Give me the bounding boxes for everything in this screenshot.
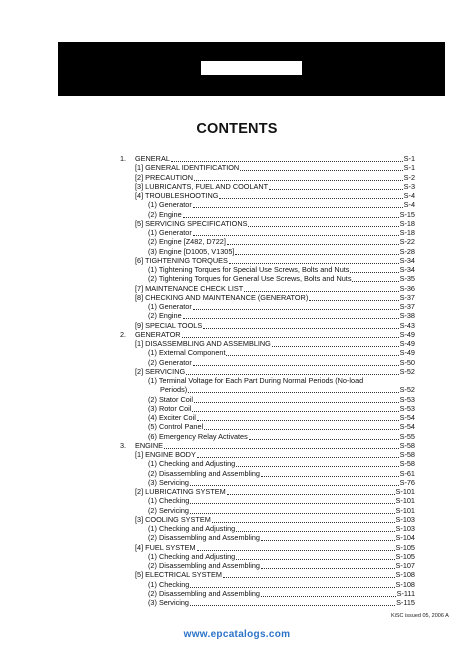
toc-entry-label: (1) Tightening Torques for Special Use Screws, Bolts and Nuts [148,265,350,274]
toc-entry-page: S-58 [399,459,415,469]
toc-entry-label: (2) Servicing [148,505,189,515]
toc-leader-dots [197,419,399,421]
toc-leader-dots [204,428,398,430]
header-band [58,42,445,96]
toc-leader-dots [197,549,395,551]
toc-entry-label: (1) Generator [148,200,192,210]
toc-entry-label: (2) Engine [148,311,182,321]
toc-entry-label: [1] GENERAL IDENTIFICATION [135,163,240,173]
toc-leader-dots [188,391,398,393]
toc-leader-dots [193,234,399,236]
toc-leader-dots [269,188,403,190]
toc-entry-page: S-18 [399,218,415,228]
toc-leader-dots [248,225,398,227]
toc-entry-label: (1) Checking [148,496,190,506]
toc-entry-label: (2) Disassembling and Assembling [148,533,260,543]
toc-leader-dots [203,327,398,329]
toc-leader-dots [244,290,398,292]
toc-entry-label: Periods) [160,385,188,395]
toc-entry-page: S-103 [395,514,415,524]
toc-leader-dots [249,438,399,440]
toc-leader-dots [219,197,402,199]
toc-leader-dots [197,456,399,458]
toc-entry-page: S-105 [395,542,415,552]
toc-entry-page: S-104 [395,533,415,543]
watermark-link[interactable]: www.epcatalogs.com [183,629,291,640]
toc-entry-label: (1) Checking and Adjusting [148,524,236,533]
toc-leader-dots [193,308,399,310]
toc-entry-label: (2) Disassembling and Assembling [148,561,260,570]
toc-entry-page: S-4 [403,191,415,200]
toc-entry-page: S-54 [399,422,415,432]
toc-entry-label: [1] ENGINE BODY [135,450,196,459]
toc-entry-label: (1) Generator [148,228,192,237]
toc-entry-label: (2) Tightening Torques for General Use Screws, Bolts and Nuts [148,274,352,284]
toc-entry-label: (3) Rotor Coil [148,403,192,413]
toc-entry-label: (1) Checking [148,579,190,589]
toc-leader-dots [236,465,398,467]
toc-entry-label: [6] TIGHTENING TORQUES [135,255,228,265]
toc-entry-page: S-101 [395,487,415,496]
toc-entry-label: [9] SPECIAL TOOLS [135,320,203,330]
toc-entry-page: S-15 [399,209,415,219]
toc-leader-dots [261,567,395,569]
toc-entry-label: (1) Generator [148,302,192,311]
toc-entry-label: [2] PRECAUTION [135,172,193,182]
toc-entry-page: S-1 [403,163,415,173]
issue-note: KiSC issued 05, 2006 A [391,613,449,619]
toc-leader-dots [350,271,398,273]
toc-leader-dots [236,530,394,532]
toc-leader-dots [171,160,403,162]
header-label-box [201,61,302,75]
toc-leader-dots [183,216,399,218]
toc-leader-dots [223,576,395,578]
toc-entry-label: (6) Emergency Relay Activates [148,431,248,441]
toc-entry-page: S-2 [403,172,415,182]
toc-entry-label: (2) Engine [Z482, D722] [148,237,226,247]
toc-entry-page: S-61 [399,468,415,478]
toc-entry-page: S-115 [396,598,415,607]
toc-section-number: 1. [120,154,127,163]
toc-entry-page: S-37 [399,292,415,302]
toc-entry-label: (3) Servicing [148,598,189,607]
toc-entry-page: S-4 [403,200,415,210]
toc-leader-dots [190,512,395,514]
toc-entry-label: (3) Servicing [148,477,189,487]
toc-entry-label: [2] SERVICING [135,366,186,376]
toc-leader-dots [190,484,399,486]
toc-entry-label: [3] LUBRICANTS, FUEL AND COOLANT [135,181,269,191]
toc-leader-dots [227,493,395,495]
toc-leader-dots [194,401,399,403]
toc-section-number: 2. [120,329,127,339]
toc-entry-page: S-111 [396,588,415,598]
toc-entry-page: S-36 [399,283,415,293]
toc-entry-page: S-53 [399,394,415,404]
toc-leader-dots [192,410,398,412]
toc-entry-page: S-76 [399,477,415,487]
toc-leader-dots [193,364,399,366]
toc-leader-dots [226,354,398,356]
toc-leader-dots [352,280,398,282]
toc-entry-page: S-55 [399,431,415,441]
toc-entry-page: S-103 [395,524,415,533]
toc-leader-dots [190,502,394,504]
toc-entry-page: S-34 [399,255,415,265]
toc-entry-page: S-35 [399,274,415,284]
toc-entry-page: S-107 [395,561,415,570]
toc-leader-dots [183,317,399,319]
toc-entry-page: S-58 [399,440,415,450]
toc-leader-dots [193,206,403,208]
toc-entry-page: S-49 [399,339,415,348]
toc-entry-label: [7] MAINTENANCE CHECK LIST [135,283,244,293]
toc-leader-dots [182,336,399,338]
toc-entry-label: (2) Generator [148,357,192,367]
toc-entry-page: S-54 [399,413,415,422]
toc-leader-dots [164,447,399,449]
toc-entry-label: [3] COOLING SYSTEM [135,514,211,524]
toc-entry-page: S-101 [395,496,415,506]
toc-leader-dots [190,586,394,588]
toc-entry-label: (2) Disassembling and Assembling [148,588,260,598]
toc-entry-page: S-37 [399,302,415,311]
toc-leader-dots [212,521,395,523]
toc-leader-dots [261,539,395,541]
toc-entry-page: S-3 [403,181,415,191]
toc-entry-label: (2) Engine [148,209,182,219]
toc-leader-dots [229,262,399,264]
toc-entry-page: S-18 [399,228,415,237]
toc-entry-label: [2] LUBRICATING SYSTEM [135,487,226,496]
toc-entry-label: [8] CHECKING AND MAINTENANCE (GENERATOR) [135,292,309,302]
toc-leader-dots [186,373,398,375]
toc-entry-page: S-22 [399,237,415,247]
toc-entry-label: GENERATOR [135,329,181,339]
toc-entry-page: S-105 [395,551,415,561]
toc-entry-page: S-49 [399,348,415,358]
toc-leader-dots [309,299,398,301]
toc-entry-page: S-50 [399,357,415,367]
toc-entry-label: [5] ELECTRICAL SYSTEM [135,570,222,580]
toc-entry-label: (1) External Component [148,348,226,358]
toc-entry-label: (4) Exciter Coil [148,413,196,422]
toc-entry-page: S-38 [399,311,415,321]
toc-entry-label: (1) Checking and Adjusting [148,459,236,469]
toc-entry-page: S-101 [395,505,415,515]
toc-entry-page: S-43 [399,320,415,330]
toc-entry-label: (1) Checking and Adjusting [148,551,236,561]
toc-leader-dots [272,345,399,347]
toc-entry-label: (1) Terminal Voltage for Each Part During Normal Periods (No-load [148,376,364,385]
toc-leader-dots [236,558,394,560]
toc-leader-dots [261,595,396,597]
toc-entry-page: S-1 [403,154,415,163]
toc-entry-label: [4] FUEL SYSTEM [135,542,196,552]
toc-entry-label: (2) Stator Coil [148,394,194,404]
toc-entry-label: [1] DISASSEMBLING AND ASSEMBLING [135,339,271,348]
toc-entry-label: ENGINE [135,440,163,450]
toc-entry-label: (5) Control Panel [148,422,204,432]
toc-entry[interactable] [148,598,415,608]
toc-entry-page: S-34 [399,265,415,274]
toc-entry-label: GENERAL [135,154,170,163]
toc-leader-dots [240,169,402,171]
toc-entry-label: (2) Disassembling and Assembling [148,468,260,478]
toc-entry-label: [4] TROUBLESHOOTING [135,191,219,200]
toc-entry-page: S-52 [399,385,415,395]
toc-entry-page: S-108 [395,570,415,580]
toc-leader-dots [194,179,403,181]
toc-entry-page: S-53 [399,403,415,413]
toc-entry-page: S-28 [399,246,415,256]
toc-entry-page: S-108 [395,579,415,589]
toc-entry-label: (3) Engine [D1005, V1305] [148,246,235,256]
toc-leader-dots [235,253,398,255]
toc-entry-page: S-58 [399,450,415,459]
toc-entry-page: S-49 [399,329,415,339]
toc-leader-dots [261,475,399,477]
toc-section-number: 3. [120,440,127,450]
toc-entry-label: [5] SERVICING SPECIFICATIONS [135,218,248,228]
toc-entry-page: S-52 [399,366,415,376]
toc-leader-dots [227,243,399,245]
toc-leader-dots [190,604,395,606]
page-title: CONTENTS [196,121,278,137]
